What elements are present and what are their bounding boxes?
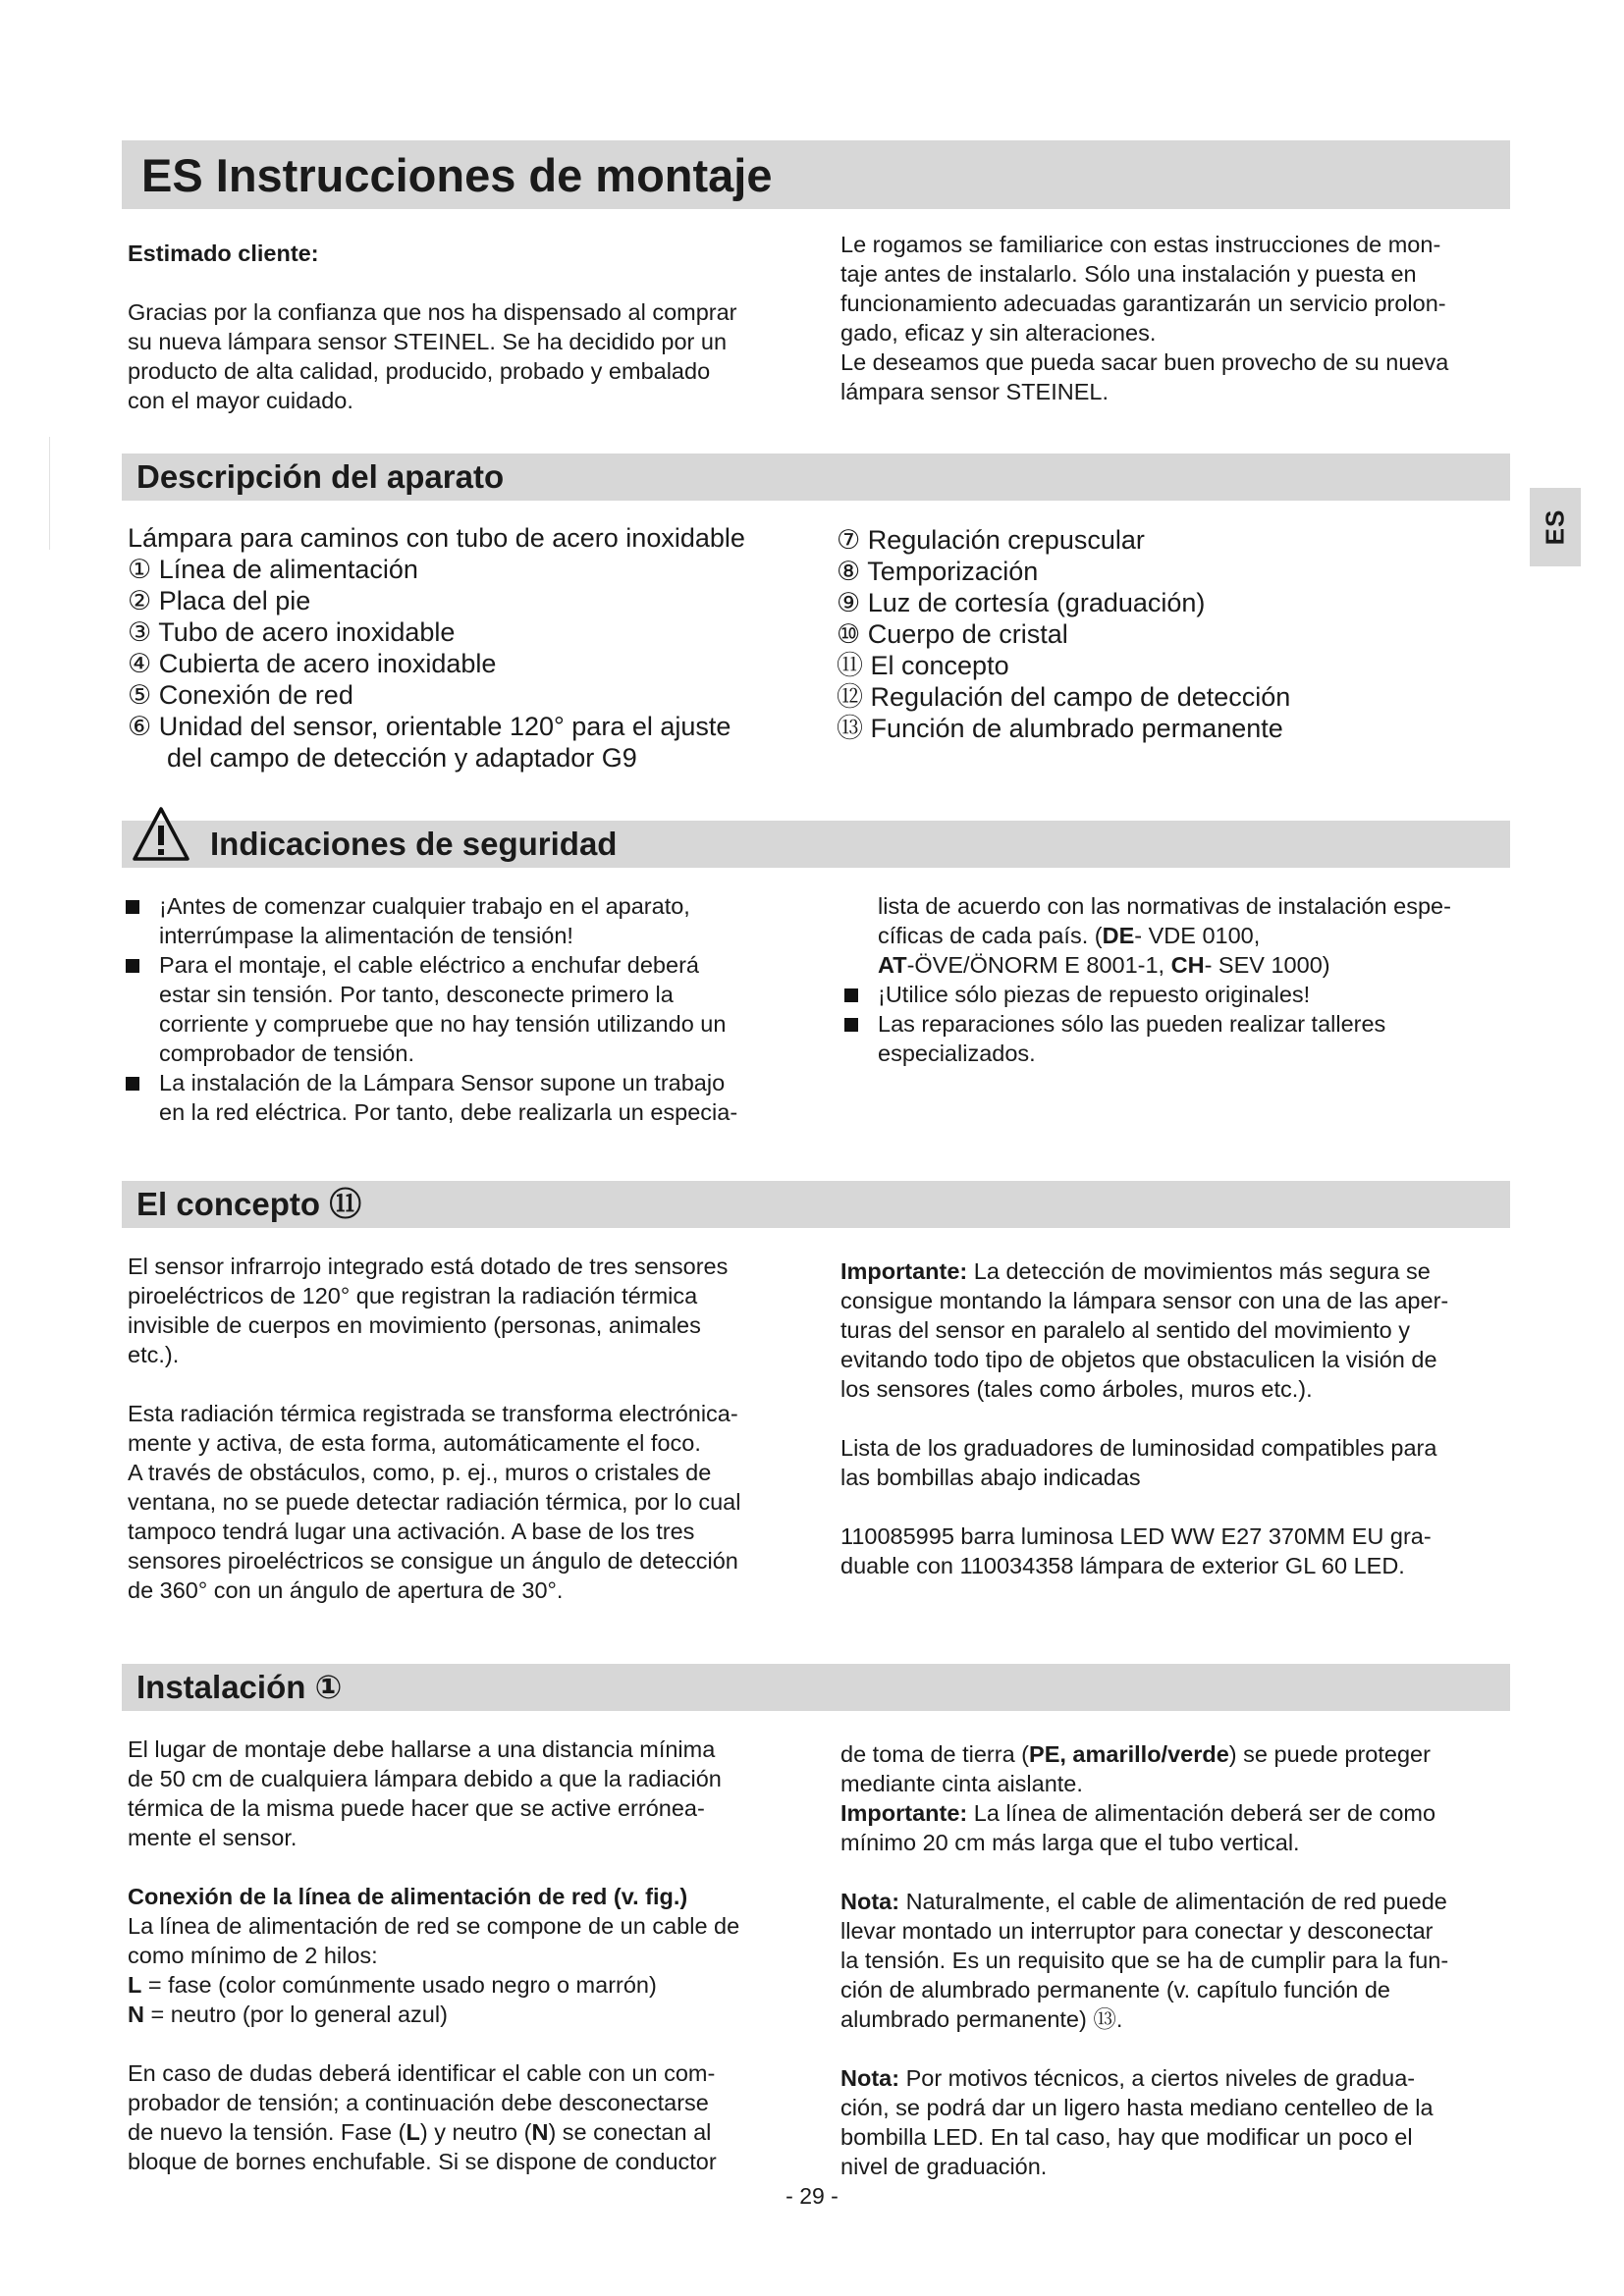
safety-line: lista de acuerdo con las normativas de instalación espe- (878, 893, 1451, 919)
description-line: ⑦ Regulación crepuscular (837, 525, 1145, 555)
installation-line: la tensión. Es un requisito que se ha de cumplir para la fun- (840, 1948, 1449, 1973)
section-title: El concepto ⑪ (136, 1186, 362, 1222)
installation-line: probador de tensión; a continuación debe desconectarse (128, 2090, 709, 2115)
concept-line: Lista de los graduadores de luminosidad compatibles para (840, 1435, 1437, 1461)
concept-line: sensores piroeléctricos se consigue un ángulo de detección (128, 1548, 738, 1574)
concept-right-column (840, 1256, 1518, 1580)
description-line: ④ Cubierta de acero inoxidable (128, 649, 497, 678)
installation-line: Nota: Por motivos técnicos, a ciertos niveles de gradua- (840, 2065, 1416, 2091)
page-title: ES Instrucciones de montaje (141, 149, 773, 201)
safety-line: estar sin tensión. Por tanto, desconecte primero la (159, 982, 674, 1007)
installation-line: bloque de bornes enchufable. Si se dispone de conductor (128, 2149, 717, 2174)
safety-item (122, 891, 829, 950)
safety-right-column (840, 891, 1518, 1068)
description-line: ⑪ El concepto (837, 651, 1009, 680)
section-title: Descripción del aparato (136, 458, 505, 495)
warning-triangle-icon (132, 806, 190, 863)
installation-line: El lugar de montaje debe hallarse a una distancia mínima (128, 1736, 716, 1762)
concept-line: El sensor infrarrojo integrado está dotado de tres sensores (128, 1254, 729, 1279)
section-title: Indicaciones de seguridad (210, 826, 618, 862)
description-line: ⑬ Función de alumbrado permanente (837, 714, 1283, 743)
intro-right-column (840, 230, 1518, 406)
concept-line: mente y activa, de esta forma, automáticamente el foco. (128, 1430, 701, 1456)
section-concept-header (122, 1181, 1510, 1228)
wire-phase-line: L = fase (color comúnmente usado negro o marrón) (128, 1972, 657, 1998)
concept-line: consigue montando la lámpara sensor con una de las aper- (840, 1288, 1449, 1313)
wire-neutral-line: N = neutro (por lo general azul) (128, 2002, 448, 2027)
intro-line: funcionamiento adecuadas garantizarán un servicio prolon- (840, 291, 1446, 316)
description-line: ③ Tubo de acero inoxidable (128, 617, 456, 647)
concept-line: ventana, no se puede detectar radiación térmica, por lo cual (128, 1489, 741, 1515)
concept-line: las bombillas abajo indicadas (840, 1465, 1141, 1490)
intro-line: lámpara sensor STEINEL. (840, 379, 1109, 404)
installation-line: de nuevo la tensión. Fase (L) y neutro (N) se conectan al (128, 2119, 712, 2145)
concept-left-column (128, 1252, 825, 1605)
concept-line: etc.). (128, 1342, 180, 1367)
page-number: - 29 - (785, 2183, 839, 2209)
concept-line: piroeléctricos de 120° que registran la radiación térmica (128, 1283, 698, 1308)
intro-line: Gracias por la confianza que nos ha dispensado al comprar (128, 299, 737, 325)
installation-line: bombilla LED. En tal caso, hay que modificar un poco el (840, 2124, 1413, 2150)
concept-line: 110085995 barra luminosa LED WW E27 370MM EU gra- (840, 1523, 1432, 1549)
description-left-column (128, 522, 835, 774)
safety-norms-line: cíficas de cada país. (DE- VDE 0100, (878, 923, 1261, 948)
concept-line: los sensores (tales como árboles, muros etc.). (840, 1376, 1313, 1402)
installation-left-column (128, 1735, 825, 2176)
description-line: ⑥ Unidad del sensor, orientable 120° para el ajuste (128, 712, 731, 741)
concept-line: Importante: La detección de movimientos más segura se (840, 1258, 1431, 1284)
concept-line: evitando todo tipo de objetos que obstaculicen la visión de (840, 1347, 1437, 1372)
safety-norms-line: AT-ÖVE/ÖNORM E 8001-1, CH- SEV 1000) (878, 952, 1330, 978)
installation-line: Importante: La línea de alimentación deberá ser de como (840, 1800, 1436, 1826)
installation-line: de toma de tierra (PE, amarillo/verde) se puede proteger (840, 1741, 1431, 1767)
installation-line: ción, se podrá dar un ligero hasta mediano centelleo de la (840, 2095, 1434, 2120)
intro-line: Le deseamos que pueda sacar buen provecho de su nueva (840, 349, 1449, 375)
safety-left-column (122, 891, 829, 1127)
installation-line: mediante cinta aislante. (840, 1771, 1083, 1796)
safety-item (122, 1068, 829, 1127)
description-line: ⑧ Temporización (837, 557, 1039, 586)
safety-item (840, 1009, 1518, 1068)
installation-line: mente el sensor. (128, 1825, 298, 1850)
section-title: Instalación ① (136, 1669, 343, 1705)
language-tab-label: ES (1540, 508, 1570, 546)
description-line: ⑩ Cuerpo de cristal (837, 619, 1068, 649)
installation-line: de 50 cm de cualquiera lámpara debido a que la radiación (128, 1766, 722, 1791)
safety-line: ¡Antes de comenzar cualquier trabajo en el aparato, (159, 893, 690, 919)
section-description-header (122, 454, 1510, 501)
intro-line: producto de alta calidad, producido, probado y embalado (128, 358, 711, 384)
concept-line: Esta radiación térmica registrada se transforma electrónica- (128, 1401, 738, 1426)
safety-item (122, 950, 829, 1068)
installation-line: La línea de alimentación de red se compone de un cable de (128, 1913, 740, 1939)
description-right-column (837, 524, 1514, 744)
concept-line: tampoco tendrá lugar una activación. A base de los tres (128, 1519, 695, 1544)
installation-line: ción de alumbrado permanente (v. capítulo función de (840, 1977, 1390, 2002)
description-line: ⑨ Luz de cortesía (graduación) (837, 588, 1206, 617)
safety-line: comprobador de tensión. (159, 1041, 414, 1066)
safety-line: ¡Utilice sólo piezas de repuesto originales! (878, 982, 1311, 1007)
description-line: del campo de detección y adaptador G9 (167, 743, 637, 773)
concept-line: de 360° con un ángulo de apertura de 30°. (128, 1577, 564, 1603)
intro-line: taje antes de instalarlo. Sólo una instalación y puesta en (840, 261, 1417, 287)
safety-list (122, 891, 829, 1127)
installation-line: nivel de graduación. (840, 2154, 1048, 2179)
intro-line: gado, eficaz y sin alteraciones. (840, 320, 1157, 346)
installation-line: alumbrado permanente) ⑬. (840, 2006, 1123, 2032)
safety-item (840, 980, 1518, 1009)
description-line: ① Línea de alimentación (128, 555, 418, 584)
connection-heading: Conexión de la línea de alimentación de red (v. fig.) (128, 1884, 688, 1909)
description-line: ② Placa del pie (128, 586, 311, 615)
description-line: ⑫ Regulación del campo de detección (837, 682, 1291, 712)
installation-line: térmica de la misma puede hacer que se active erróneа- (128, 1795, 705, 1821)
installation-line: Nota: Naturalmente, el cable de alimentación de red puede (840, 1889, 1447, 1914)
intro-line: con el mayor cuidado. (128, 388, 353, 413)
concept-line: turas del sensor en paralelo al sentido del movimiento y (840, 1317, 1410, 1343)
concept-line: invisible de cuerpos en movimiento (personas, animales (128, 1312, 701, 1338)
concept-line: duable con 110034358 lámpara de exterior GL 60 LED. (840, 1553, 1405, 1578)
title-bar (122, 140, 1510, 209)
section-safety-header (122, 821, 1510, 868)
installation-line: En caso de dudas deberá identificar el cable con un com- (128, 2060, 716, 2086)
installation-line: como mínimo de 2 hilos: (128, 1943, 378, 1968)
installation-line: mínimo 20 cm más larga que el tubo vertical. (840, 1830, 1300, 1855)
section-installation-header (122, 1664, 1510, 1711)
margin-mark (49, 437, 50, 550)
concept-line: A través de obstáculos, como, p. ej., muros o cristales de (128, 1460, 712, 1485)
intro-left-column (128, 239, 805, 415)
installation-right-column (840, 1739, 1518, 2181)
safety-line: interrúmpase la alimentación de tensión! (159, 923, 573, 948)
safety-line: Las reparaciones sólo las pueden realizar talleres (878, 1011, 1386, 1037)
intro-line: su nueva lámpara sensor STEINEL. Se ha decidido por un (128, 329, 728, 354)
description-line: Lámpara para caminos con tubo de acero inoxidable (128, 523, 745, 553)
installation-line: llevar montado un interruptor para conectar y desconectar (840, 1918, 1434, 1944)
safety-line: La instalación de la Lámpara Sensor supone un trabajo (159, 1070, 726, 1095)
safety-line: en la red eléctrica. Por tanto, debe realizarla un especia- (159, 1099, 738, 1125)
salutation: Estimado cliente: (128, 240, 319, 266)
language-tab (1530, 488, 1581, 566)
safety-line: Para el montaje, el cable eléctrico a enchufar deberá (159, 952, 699, 978)
safety-line: corriente y compruebe que no hay tensión utilizando un (159, 1011, 727, 1037)
safety-line: especializados. (878, 1041, 1036, 1066)
description-line: ⑤ Conexión de red (128, 680, 353, 710)
intro-line: Le rogamos se familiarice con estas instrucciones de mon- (840, 232, 1441, 257)
safety-list (840, 980, 1518, 1068)
